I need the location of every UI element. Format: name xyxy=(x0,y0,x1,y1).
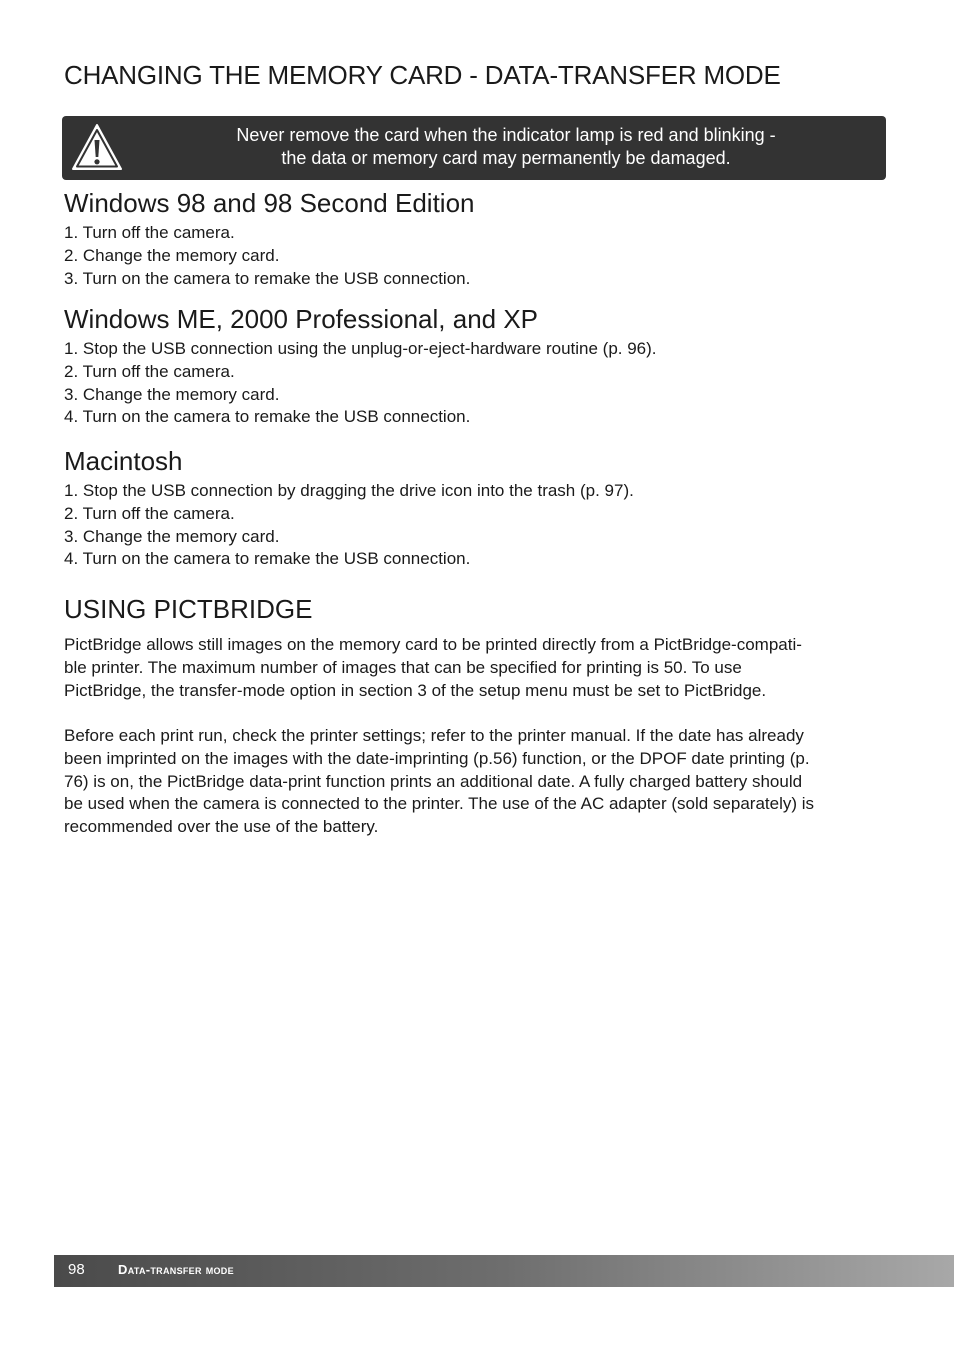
warning-line-2: the data or memory card may permanently be damaged. xyxy=(281,148,731,168)
list-item: 3. Turn on the camera to remake the USB connection. xyxy=(64,268,471,288)
text-line: PictBridge allows still images on the memory card to be printed directly from a PictBridge-compati- xyxy=(64,635,802,654)
warning-box xyxy=(62,116,886,180)
heading-windows-me-2000-xp: Windows ME, 2000 Professional, and XP xyxy=(64,304,539,334)
warning-triangle-icon xyxy=(70,122,124,172)
list-item: 1. Turn off the camera. xyxy=(64,223,235,242)
warning-line-1: Never remove the card when the indicator lamp is red and blinking - xyxy=(236,125,776,145)
heading-using-pictbridge: USING PICTBRIDGE xyxy=(64,594,313,624)
list-item: 2. Turn off the camera. xyxy=(64,361,235,381)
pictbridge-paragraph-1 xyxy=(64,634,886,702)
page-title: CHANGING THE MEMORY CARD - DATA-TRANSFER MODE xyxy=(64,60,781,90)
steps-macintosh xyxy=(64,480,634,571)
list-item: 3. Change the memory card. xyxy=(64,526,280,546)
heading-macintosh: Macintosh xyxy=(64,446,183,476)
warning-message xyxy=(142,124,870,170)
steps-windows-98 xyxy=(64,222,470,290)
text-line: 76) is on, the PictBridge data-print function prints an additional date. A fully charged battery should xyxy=(64,771,803,791)
list-item: 3. Change the memory card. xyxy=(64,384,280,404)
pictbridge-paragraph-2 xyxy=(64,725,886,839)
text-line: recommended over the use of the battery. xyxy=(64,817,379,837)
text-line: PictBridge, the transfer-mode option in section 3 of the setup menu must be set to PictBridge. xyxy=(64,680,767,700)
text-line: Before each print run, check the printer settings; refer to the printer manual. If the date has already xyxy=(64,726,804,745)
page-number: 98 xyxy=(68,1261,85,1278)
text-line: been imprinted on the images with the date-imprinting (p.56) function, or the DPOF date printing (p. xyxy=(64,748,810,768)
list-item: 2. Change the memory card. xyxy=(64,245,280,265)
footer-bar xyxy=(54,1255,954,1287)
text-line: be used when the camera is connected to the printer. The use of the AC adapter (sold separately) is xyxy=(64,794,815,814)
text-line: ble printer. The maximum number of images that can be specified for printing is 50. To use xyxy=(64,657,742,677)
list-item: 4. Turn on the camera to remake the USB connection. xyxy=(64,407,471,427)
list-item: 1. Stop the USB connection by dragging the drive icon into the trash (p. 97). xyxy=(64,481,634,500)
heading-windows-98: Windows 98 and 98 Second Edition xyxy=(64,188,475,218)
list-item: 1. Stop the USB connection using the unplug-or-eject-hardware routine (p. 96). xyxy=(64,339,657,358)
list-item: 4. Turn on the camera to remake the USB connection. xyxy=(64,549,471,569)
steps-windows-me-2000-xp xyxy=(64,338,657,429)
list-item: 2. Turn off the camera. xyxy=(64,503,235,523)
footer-section-label: Data-transfer mode xyxy=(118,1262,234,1277)
